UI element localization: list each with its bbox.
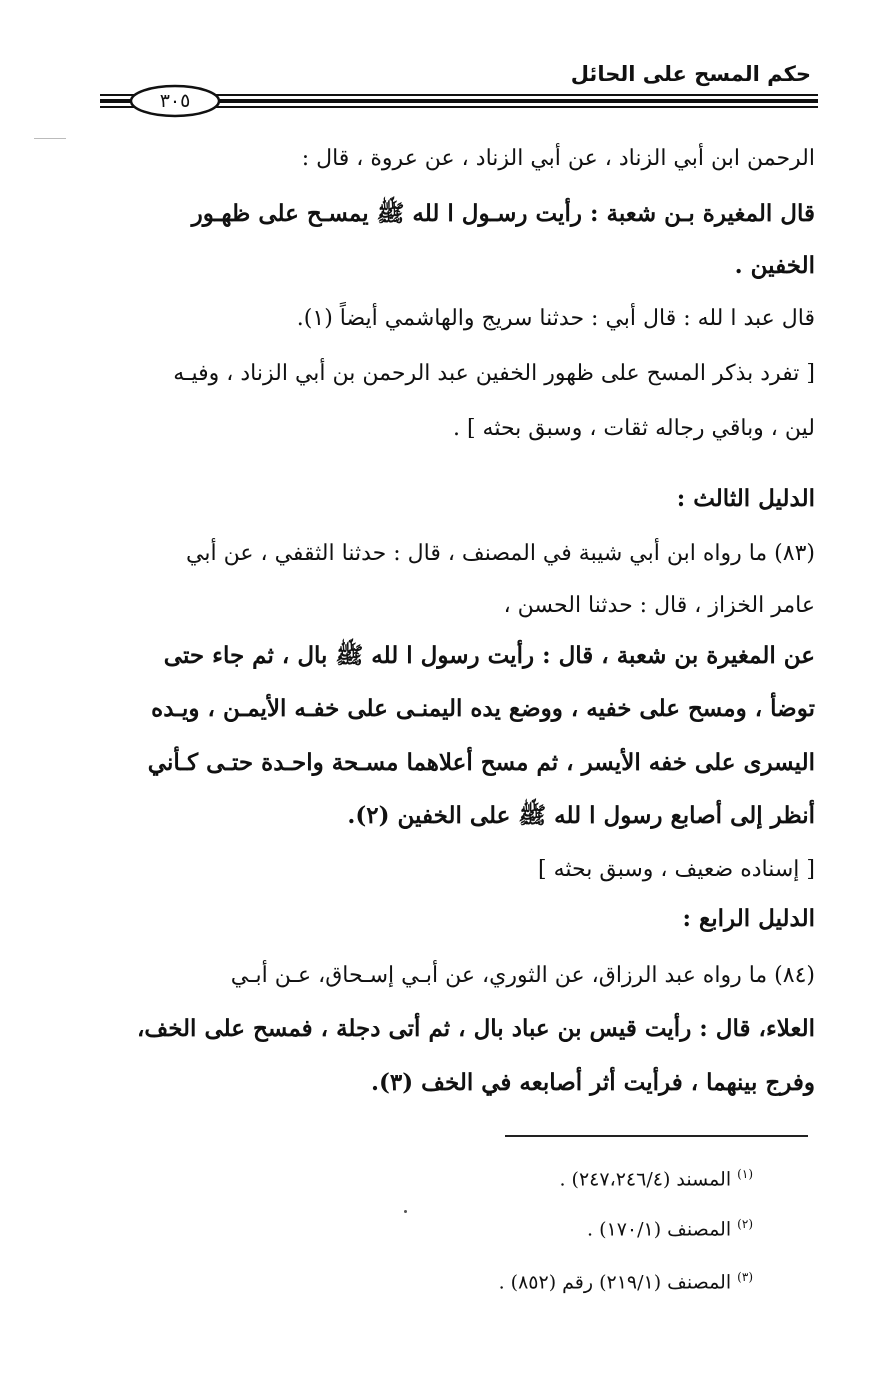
footnote-2 (587, 1210, 753, 1243)
scan-edge-mark (34, 138, 66, 139)
section-heading-fourth-evidence: الدليل الرابع : (682, 905, 815, 932)
text-line-9: عامر الخزاز ، قال : حدثنا الحسن ، (503, 593, 815, 618)
running-title: حكم المسح على الحائل (570, 62, 811, 86)
text-line-1: الرحمن ابن أبي الزناد ، عن أبي الزناد ، عن عروة ، قال : (301, 146, 815, 171)
text-line-11-hadith: توضأ ، ومسح على خفيه ، ووضع يده اليمنـى على خفـه الأيمـن ، ويـده (151, 695, 815, 722)
scan-speck (404, 1210, 407, 1213)
text-line-10-hadith: عن المغيرة بن شعبة ، قال : رأيت رسول ا لله ﷺ بال ، ثم جاء حتى (163, 642, 815, 669)
text-line-6-grading: لين ، وباقي رجاله ثقات ، وسبق بحثه ] . (452, 416, 815, 441)
footnote-3 (499, 1263, 753, 1296)
page-number: ٣٠٥ (159, 90, 191, 112)
footnote-marker: (٣) (737, 1270, 753, 1284)
text-line-18-athar: وفرج بينهما ، فرأيت أثر أصابعه في الخف (٣). (371, 1069, 815, 1096)
section-heading-third-evidence: الدليل الثالث : (676, 485, 815, 512)
footnote-text: المصنف (٢١٩/١) رقم (٨٥٢) . (498, 1271, 732, 1294)
text-line-4: قال عبد ا لله : قال أبي : حدثنا سريج والهاشمي أيضاً (١). (296, 306, 815, 331)
text-line-13-hadith: أنظر إلى أصابع رسول ا لله ﷺ على الخفين (٢). (347, 802, 815, 829)
footnote-text: المسند (٢٤٧،٢٤٦/٤) . (559, 1168, 732, 1191)
text-line-5-grading: [ تفرد بذكر المسح على ظهور الخفين عبد الرحمن بن أبي الزناد ، وفيـه (173, 361, 815, 386)
text-line-17-athar: العلاء، قال : رأيت قيس بن عباد بال ، ثم أتى دجلة ، فمسح على الخف، (136, 1015, 815, 1042)
text-line-8: (٨٣) ما رواه ابن أبي شيبة في المصنف ، قال : حدثنا الثقفي ، عن أبي (186, 541, 815, 566)
footnote-marker: (٢) (737, 1217, 753, 1231)
text-line-14-grading: [ إسناده ضعيف ، وسبق بحثه ] (538, 857, 815, 882)
footnote-marker: (١) (737, 1167, 753, 1181)
text-line-16: (٨٤) ما رواه عبد الرزاق، عن الثوري، عن أبـي إسـحاق، عـن أبـي (230, 963, 815, 988)
text-line-2-hadith: قال المغيرة بـن شعبة : رأيت رسـول ا لله ﷺ يمسـح على ظهـور (191, 200, 815, 227)
footnote-text: المصنف (١٧٠/١) . (587, 1218, 732, 1241)
text-line-3-hadith: الخفين . (734, 252, 815, 279)
footnote-separator (505, 1135, 808, 1137)
footnote-1 (559, 1160, 753, 1193)
text-line-12-hadith: اليسرى على خفه الأيسر ، ثم مسح أعلاهما مسـحة واحـدة حتـى كـأني (147, 749, 815, 776)
